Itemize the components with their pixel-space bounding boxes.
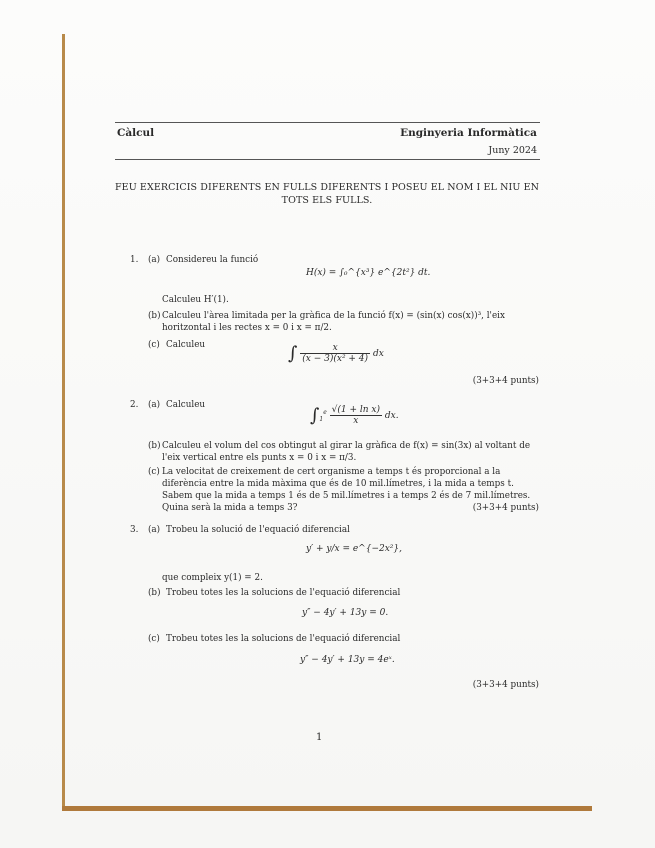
exam-instructions: FEU EXERCICIS DIFERENTS EN FULLS DIFERENTS I POSEU EL NOM I EL NIU EN TOTS ELS FULLS. xyxy=(114,182,540,206)
q2b-text: Calculeu el volum del cos obtingut al girar la gràfica de f(x) = sin(3x) al voltant de l'eix vertical entre els punts x = 0 i x = π/3. xyxy=(162,441,531,463)
q3a-label: (a) xyxy=(148,525,161,535)
q3c-formula: y″ − 4y′ + 13y = 4eˣ. xyxy=(300,655,395,665)
course-title: Càlcul xyxy=(117,127,155,139)
q1a-text: Considereu la funció xyxy=(166,255,259,265)
q1b-label: (b) xyxy=(148,311,161,321)
program-title: Enginyeria Informàtica xyxy=(400,127,537,139)
q3a-condition: que compleix y(1) = 2. xyxy=(162,573,263,583)
q1c-fraction xyxy=(300,343,370,364)
q1a-label: (a) xyxy=(148,255,161,265)
q3b-label: (b) xyxy=(148,588,161,598)
q1c-formula: ∫ $\frac{x}{\text{(x − 3)(x² + 4)}}$ dx xyxy=(288,343,384,364)
q2c-label: (c) xyxy=(148,467,160,477)
page-number: 1 xyxy=(316,732,323,743)
q1-number: 1. xyxy=(130,255,139,265)
paper-edge-left xyxy=(62,34,65,810)
header-rule-top xyxy=(115,122,540,123)
q3a-text: Trobeu la solució de l'equació diferencial xyxy=(166,525,350,535)
q1c-label: (c) xyxy=(148,340,160,350)
q3a-formula: y′ + y/x = e^{−2x²}, xyxy=(306,544,402,554)
q1-points: (3+3+4 punts) xyxy=(472,376,539,386)
header-rule-bottom xyxy=(115,159,540,160)
q3c-text: Trobeu totes les la solucions de l'equació diferencial xyxy=(166,634,401,644)
exam-date: Juny 2024 xyxy=(488,145,537,156)
q2-number: 2. xyxy=(130,400,139,410)
q3-number: 3. xyxy=(130,525,139,535)
q1c-numerator: x xyxy=(300,343,370,354)
q2c-text: La velocitat de creixement de cert organisme a temps t és proporcional a la diferència entre la mida màxima que és de 10 mil.límetres, i la mida a temps t. Sabem que la mida a temps 1 és de 5 mil.límetres i a temps 2 és de 7 mil.límetres. Quina serà la mida a temps 3? xyxy=(162,467,531,513)
q3-points: (3+3+4 punts) xyxy=(472,680,539,690)
q2a-formula: $\int_1^e$ $\frac{\text{√(1 + ln x)}}{x}$ dx. xyxy=(310,405,399,426)
q2a-denominator: x xyxy=(353,416,359,426)
q2b-label: (b) xyxy=(148,441,161,451)
paper-edge-bottom xyxy=(62,806,592,811)
q2a-text: Calculeu xyxy=(166,400,206,410)
q1a-formula: H(x) = ∫₀^{x³} e^{2t²} dt. xyxy=(306,268,431,278)
q3b-formula: y″ − 4y′ + 13y = 0. xyxy=(302,608,389,618)
q1c-text: Calculeu xyxy=(166,340,206,350)
q2a-fraction xyxy=(330,405,382,426)
integral-sign: ∫ xyxy=(288,343,298,364)
q2-points: (3+3+4 punts) xyxy=(472,503,539,513)
q2a-numerator: √(1 + ln x) xyxy=(331,405,381,415)
q1b-text: Calculeu l'àrea limitada per la gràfica de la funció f(x) = (sin(x) cos(x))³, l'eix horitzontal i les rectes x = 0 i x = π/2. xyxy=(162,311,505,333)
q3b-text: Trobeu totes les la solucions de l'equació diferencial xyxy=(166,588,401,598)
q2a-label: (a) xyxy=(148,400,161,410)
integral-sign: ∫ xyxy=(310,405,320,426)
q3c-label: (c) xyxy=(148,634,160,644)
q1c-denominator: (x − 3)(x² + 4) xyxy=(302,354,369,364)
q1a-ask: Calculeu H′(1). xyxy=(162,295,229,305)
